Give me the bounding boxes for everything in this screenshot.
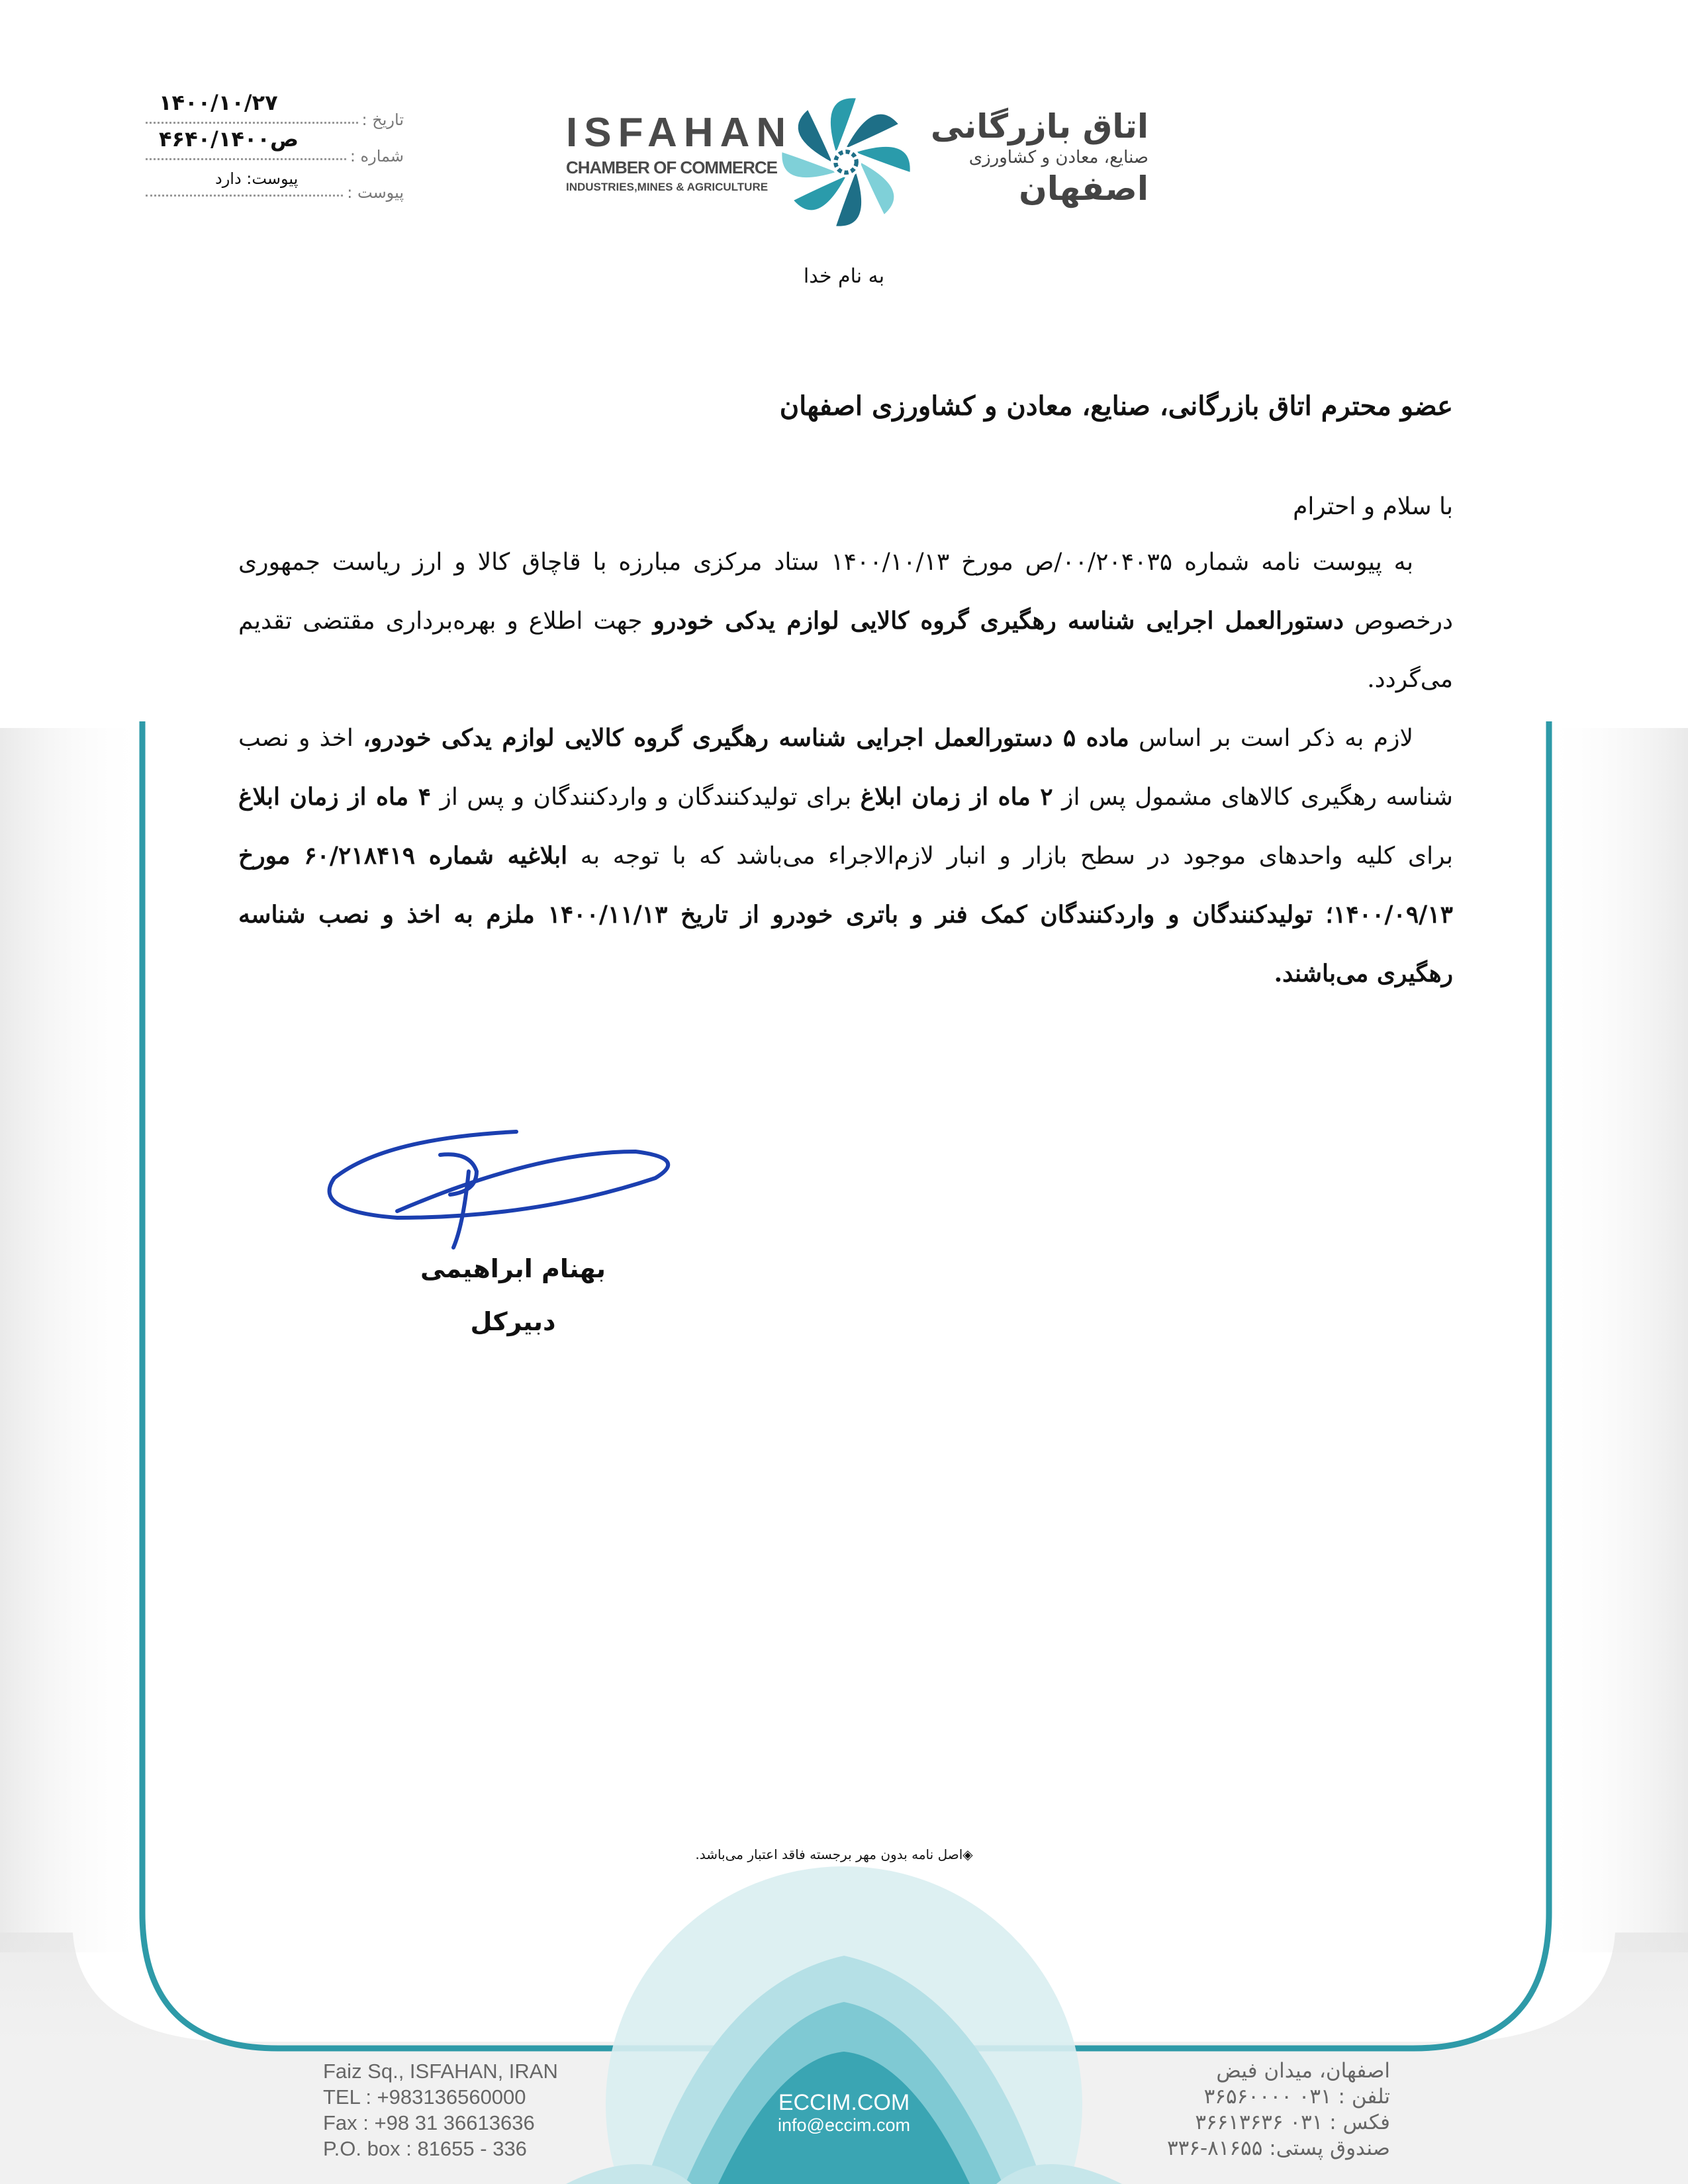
attachment-label: پیوست :	[347, 183, 404, 202]
footer-pobox-fa: صندوق پستی: ۸۱۶۵۵-۳۳۶	[1166, 2136, 1390, 2160]
p2-text-c: اخذ و نصب شناسه رهگیری کالاهای مشمول پس از	[238, 725, 1453, 811]
p1-text-a: به پیوست نامه شماره ۰۰/۲۰۴۰۳۵/ص مورخ ۱۴۰۰/۱۰/۱۳ ستاد مرکزی مبارزه با قاچاق کالا و ارز ریاست جمهوری درخصوص	[238, 549, 1454, 635]
p2-bold-b: ماده ۵ دستورالعمل اجرایی شناسه رهگیری گروه کالایی لوازم یدکی خودرو،	[363, 724, 1129, 752]
date-value: ۱۴۰۰/۱۰/۲۷	[159, 90, 278, 115]
footer-fax-en: Fax : +98 31 36613636	[323, 2111, 535, 2134]
p2-text-g: برای کلیه واحدهای موجود در سطح بازار و انبار لازم‌الاجراء می‌باشد که با توجه به	[567, 842, 1453, 870]
greeting: با سلام و احترام	[1293, 493, 1453, 520]
attachment-row	[146, 165, 404, 202]
date-label: تاریخ :	[361, 111, 404, 129]
logo-en-line2: CHAMBER OF COMMERCE	[566, 158, 777, 177]
p1-text-c: جهت اطلاع و بهره‌برداری مقتضی تقدیم می‌گردد.	[238, 608, 1453, 693]
p2-bold-d: ۲ ماه از زمان ابلاغ	[860, 783, 1053, 811]
number-label: شماره :	[350, 147, 404, 165]
number-value: ۴۶۴۰/ص۱۴۰۰	[159, 126, 299, 152]
logo-en-line3: INDUSTRIES,MINES & AGRICULTURE	[566, 181, 769, 193]
footer-address-en: Faiz Sq., ISFAHAN, IRAN	[323, 2060, 558, 2083]
diamond-icon: ◈	[962, 1846, 973, 1862]
logo-fa-line3: اصفهان	[1019, 169, 1149, 208]
number-row	[146, 126, 404, 165]
date-row	[146, 90, 404, 129]
p2-text-e: برای تولیدکنندگان و واردکنندگان و پس از	[431, 784, 861, 811]
date-dots	[146, 122, 358, 124]
signer-name: بهنام ابراهیمی	[420, 1254, 606, 1283]
footer-fax-fa: فکس : ۰۳۱ ۳۶۶۱۳۶۳۶	[1195, 2111, 1390, 2134]
letter-body	[238, 390, 1453, 1003]
p2-bold-h: ابلاغیه شماره ۶۰/۲۱۸۴۱۹ مورخ ۱۴۰۰/۰۹/۱۳؛ تولیدکنندگان و واردکنندگان کمک فنر و باتری خودرو از تاریخ ۱۴۰۰/۱۱/۱۳ ملزم به اخذ و نصب شناسه رهگیری می‌باشند.	[238, 842, 1453, 987]
signer-title: دبیرکل	[470, 1307, 556, 1336]
logo-en-line1: ISFAHAN	[566, 110, 793, 156]
footer-web	[738, 2090, 950, 2135]
footer-email[interactable]: info@eccim.com	[778, 2115, 910, 2135]
footer-website[interactable]: ECCIM.COM	[778, 2090, 910, 2115]
footer-contact-fa	[1112, 2058, 1390, 2161]
p2-bold-f: ۴ ماه از زمان ابلاغ	[238, 783, 432, 811]
attachment-dots	[146, 195, 343, 197]
paragraph-1	[238, 533, 1453, 709]
logo-english	[566, 110, 793, 194]
logo-fa-line1: اتاق بازرگانی	[930, 107, 1149, 146]
signature-block	[318, 1125, 688, 1390]
footer-contact-en	[323, 2058, 608, 2161]
chamber-logo	[566, 93, 1149, 232]
paragraph-2	[238, 709, 1453, 1003]
handwritten-signature	[318, 1125, 688, 1257]
p1-bold-b: دستورالعمل اجرایی شناسه رهگیری گروه کالایی لوازم یدکی خودرو	[653, 607, 1344, 635]
footer-pobox-en: P.O. box : 81655 - 336	[323, 2137, 527, 2160]
number-dots	[146, 158, 346, 160]
letter-meta	[146, 90, 404, 202]
validity-note-text: اصل نامه بدون مهر برجسته فاقد اعتبار می‌باشد.	[695, 1846, 963, 1862]
left-shade	[0, 728, 146, 1952]
footer-tel-fa: تلفن : ۰۳۱ ۳۶۵۶۰۰۰۰	[1203, 2085, 1390, 2109]
footer-tel-en: TEL : +983136560000	[323, 2085, 526, 2109]
right-shade	[1542, 728, 1688, 1952]
footer-address-fa: اصفهان، میدان فیض	[1216, 2059, 1390, 2083]
attachment-value: پیوست: دارد	[215, 169, 299, 188]
recipient: عضو محترم اتاق بازرگانی، صنایع، معادن و کشاورزی اصفهان	[779, 390, 1453, 422]
p2-text-a: لازم به ذکر است بر اساس	[1129, 725, 1413, 752]
footer-lotus	[566, 1866, 1122, 2184]
validity-note	[662, 1846, 1006, 1862]
logo-persian	[923, 107, 1149, 208]
bismillah: به نام خدا	[803, 265, 885, 288]
logo-mark-icon	[776, 93, 915, 232]
logo-fa-line2: صنایع، معادن و کشاورزی	[968, 148, 1149, 167]
